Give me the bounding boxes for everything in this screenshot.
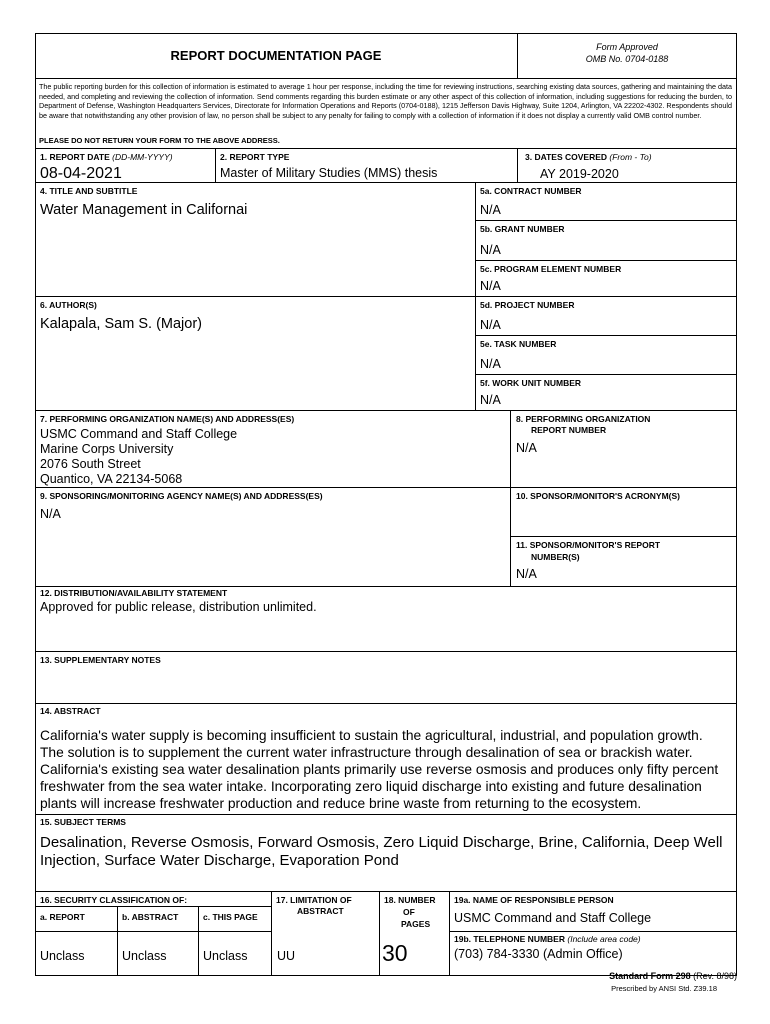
rule — [475, 374, 737, 375]
security-report-value: Unclass — [40, 949, 85, 963]
program-element-label: 5c. PROGRAM ELEMENT NUMBER — [480, 264, 622, 274]
sponsor-report-label: NUMBER(S) — [531, 552, 580, 562]
omb-number: OMB No. 0704-0188 — [585, 54, 669, 64]
distribution-value: Approved for public release, distribution unlimited. — [40, 600, 317, 614]
rule — [271, 891, 272, 976]
rule — [35, 906, 271, 907]
work-unit-value: N/A — [480, 393, 501, 407]
rule — [35, 891, 737, 892]
abstract-line: plants will increase freshwater production and reduce brine waste from returning to the ecosystem. — [40, 796, 642, 811]
author-label: 6. AUTHOR(S) — [40, 300, 97, 310]
dates-covered-label: 3. DATES COVERED (From - To) — [525, 152, 652, 162]
sponsor-acronym-label: 10. SPONSOR/MONITOR'S ACRONYM(S) — [516, 491, 681, 501]
contract-number-label: 5a. CONTRACT NUMBER — [480, 186, 582, 196]
security-page-value: Unclass — [203, 949, 248, 963]
rule — [117, 906, 118, 976]
rule — [35, 148, 737, 149]
pages-label: 18. NUMBER — [384, 895, 436, 905]
performing-report-label: 8. PERFORMING ORGANIZATION — [516, 414, 651, 424]
rule — [35, 487, 737, 488]
rule — [379, 891, 380, 976]
limitation-label: ABSTRACT — [297, 906, 344, 916]
report-date-label: 1. REPORT DATE (DD-MM-YYYY) — [40, 152, 173, 162]
abstract-label: 14. ABSTRACT — [40, 706, 101, 716]
form-title: REPORT DOCUMENTATION PAGE — [170, 48, 382, 63]
security-abstract-value: Unclass — [122, 949, 167, 963]
performing-org-line: 2076 South Street — [40, 457, 141, 471]
program-element-value: N/A — [480, 279, 501, 293]
supplementary-label: 13. SUPPLEMENTARY NOTES — [40, 655, 161, 665]
dates-covered-value: AY 2019-2020 — [540, 167, 619, 181]
pages-label: PAGES — [401, 919, 431, 929]
subject-terms-label: 15. SUBJECT TERMS — [40, 817, 126, 827]
limitation-value: UU — [277, 949, 296, 963]
abstract-line: California's water supply is becoming insufficient to sustain the agricultural, industrial, and population growth. — [40, 728, 703, 743]
rule — [475, 220, 737, 221]
project-number-label: 5d. PROJECT NUMBER — [480, 300, 575, 310]
rule — [35, 296, 737, 297]
burden-statement: The public reporting burden for this collection of information is estimated to average 1 hour per response, including the time for reviewing instructions, searching existing data sources, gathering and maintaining the data needed, and completing and reviewing the collection of information. Send comments regarding this burden estimate or any other aspect of this collection of information, including suggestions for reducing the burden, to Department of Defense, Washington Headquarters Services, Directorate for Information Operations and Reports (0704-0188), 1215 Jefferson Davis Highway, Suite 1204, Arlington, VA 22202-4302. Respondents should be aware that notwithstanding any other provision of law, no person shall be subject to any penalty for failing to comply with a collection of information if it does not display a currently valid OMB control number. — [39, 82, 732, 120]
report-type-label: 2. REPORT TYPE — [220, 152, 290, 162]
performing-report-value: N/A — [516, 441, 537, 455]
performing-org-label: 7. PERFORMING ORGANIZATION NAME(S) AND ADDRESS(ES) — [40, 414, 295, 424]
rule — [517, 148, 518, 182]
title-label: 4. TITLE AND SUBTITLE — [40, 186, 138, 196]
responsible-label: 19a. NAME OF RESPONSIBLE PERSON — [454, 895, 614, 905]
sponsor-report-label: 11. SPONSOR/MONITOR'S REPORT — [516, 540, 661, 550]
sponsoring-agency-value: N/A — [40, 507, 61, 521]
form-name: Standard Form 298 — [609, 971, 691, 981]
title-value: Water Management in Californai — [40, 202, 248, 218]
project-number-value: N/A — [480, 318, 501, 332]
work-unit-label: 5f. WORK UNIT NUMBER — [480, 378, 582, 388]
responsible-value: USMC Command and Staff College — [454, 911, 652, 925]
rule — [35, 651, 737, 652]
form-approved: Form Approved — [596, 42, 658, 52]
telephone-value: (703) 784-3330 (Admin Office) — [454, 947, 623, 961]
abstract-line: The solution is to supplement the current water infrastructure through desalination of sea or brackish water. — [40, 745, 693, 760]
limitation-label: 17. LIMITATION OF — [276, 895, 352, 905]
rule — [475, 260, 737, 261]
abstract-line: freshwater from the sea water intake. Incorporating zero liquid discharge into existing and future desalination — [40, 779, 702, 794]
rule — [449, 891, 450, 976]
grant-number-value: N/A — [480, 243, 501, 257]
performing-org-line: Quantico, VA 22134-5068 — [40, 472, 183, 486]
report-date-value: 08-04-2021 — [40, 165, 122, 182]
author-value: Kalapala, Sam S. (Major) — [40, 316, 202, 332]
security-report-label: a. REPORT — [40, 912, 85, 922]
rule — [215, 148, 216, 182]
rule — [35, 78, 737, 79]
rule — [35, 814, 737, 815]
do-not-return: PLEASE DO NOT RETURN YOUR FORM TO THE ABOVE ADDRESS. — [39, 136, 280, 145]
form-footer — [480, 971, 737, 981]
rule — [35, 586, 737, 587]
rule — [35, 931, 271, 932]
distribution-label: 12. DISTRIBUTION/AVAILABILITY STATEMENT — [40, 588, 228, 598]
abstract-line: California's existing sea water desalination plants primarily use reverse osmosis and produces only fifty percent — [40, 762, 719, 777]
rule — [35, 410, 737, 411]
rule — [449, 931, 737, 932]
form-revision: (Rev. 8/98) — [693, 971, 737, 981]
subject-terms-line: Desalination, Reverse Osmosis, Forward Osmosis, Zero Liquid Discharge, Brine, California, Deep Well — [40, 834, 723, 851]
prescribed: Prescribed by ANSI Std. Z39.18 — [611, 984, 717, 993]
sponsor-report-value: N/A — [516, 567, 537, 581]
security-abstract-label: b. ABSTRACT — [122, 912, 179, 922]
task-number-label: 5e. TASK NUMBER — [480, 339, 557, 349]
subject-terms-line: Injection, Surface Water Discharge, Evaporation Pond — [40, 852, 399, 869]
contract-number-value: N/A — [480, 203, 501, 217]
security-label: 16. SECURITY CLASSIFICATION OF: — [40, 895, 188, 905]
rule — [510, 410, 511, 586]
performing-org-line: USMC Command and Staff College — [40, 427, 238, 441]
pages-label: OF — [403, 907, 415, 917]
pages-value: 30 — [382, 940, 408, 966]
rule — [475, 335, 737, 336]
grant-number-label: 5b. GRANT NUMBER — [480, 224, 565, 234]
telephone-label: 19b. TELEPHONE NUMBER (Include area code) — [454, 934, 641, 944]
task-number-value: N/A — [480, 357, 501, 371]
rule — [35, 703, 737, 704]
performing-org-line: Marine Corps University — [40, 442, 174, 456]
rule — [198, 906, 199, 976]
report-type-value: Master of Military Studies (MMS) thesis — [220, 166, 438, 180]
security-page-label: c. THIS PAGE — [203, 912, 258, 922]
rule — [510, 536, 737, 537]
rule — [35, 182, 737, 183]
performing-report-label: REPORT NUMBER — [531, 425, 607, 435]
sponsoring-agency-label: 9. SPONSORING/MONITORING AGENCY NAME(S) AND ADDRESS(ES) — [40, 491, 323, 501]
